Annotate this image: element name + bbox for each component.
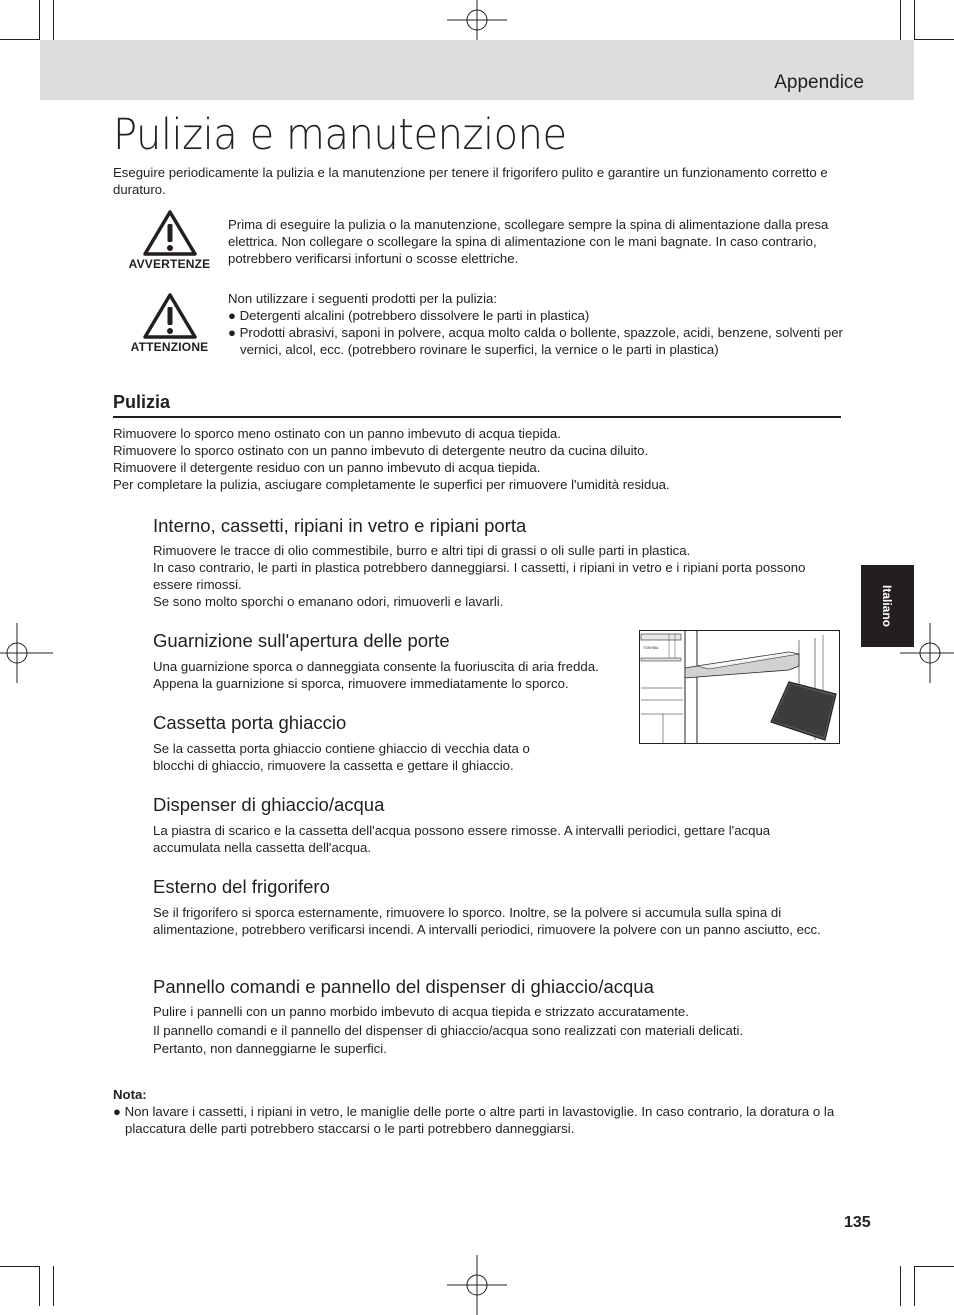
pulizia-line: Rimuovere lo sporco meno ostinato con un panno imbevuto di acqua tiepida. bbox=[113, 426, 561, 441]
subsection-heading: Interno, cassetti, ripiani in vetro e ripiani porta bbox=[153, 515, 527, 536]
pulizia-line: Rimuovere lo sporco ostinato con un panno imbevuto di detergente neutro da cucina diluito. bbox=[113, 443, 649, 458]
subsection-text bbox=[153, 1003, 833, 1059]
subsection-paragraph: Pulire i pannelli con un panno morbido imbevuto di acqua tiepida e strizzato accuratamente. bbox=[153, 1004, 689, 1019]
language-tab bbox=[861, 565, 914, 647]
registration-mark-icon bbox=[0, 623, 53, 683]
crop-mark bbox=[914, 0, 915, 39]
crop-mark bbox=[900, 1266, 901, 1306]
refrigerator-illustration bbox=[639, 630, 840, 744]
subsection-heading: Guarnizione sull'apertura delle porte bbox=[153, 630, 450, 651]
pulizia-line: Rimuovere il detergente residuo con un panno imbevuto di acqua tiepida. bbox=[113, 460, 541, 475]
warning-badge bbox=[113, 210, 226, 271]
caution-bullet: ● Prodotti abrasivi, saponi in polvere, acqua molto calda o bollente, spazzole, acidi, benzene, solventi per vernici, alcol, ecc. (potrebbero rovinare le superfici, la vernice o le parti in plastica) bbox=[228, 325, 843, 357]
subsection-heading: Cassetta porta ghiaccio bbox=[153, 712, 347, 733]
caution-badge bbox=[113, 293, 226, 354]
subsection-text bbox=[153, 822, 833, 856]
crop-mark bbox=[39, 1267, 40, 1306]
crop-mark bbox=[53, 0, 54, 40]
subsection-paragraph: Appena la guarnizione si sporca, rimuovere immediatamente lo sporco. bbox=[153, 676, 569, 691]
crop-mark bbox=[0, 1266, 40, 1267]
subsection-heading: Pannello comandi e pannello del dispenser di ghiaccio/acqua bbox=[153, 976, 654, 997]
page-number: 135 bbox=[844, 1214, 871, 1231]
note-item: ● Non lavare i cassetti, i ripiani in vetro, le maniglie delle porte o altre parti in lavastoviglie. In caso contrario, la doratura o la placcatura delle parti potrebbero staccarsi o le parti potrebbero danneggiarsi. bbox=[113, 1104, 835, 1136]
caution-bullet: ● Detergenti alcalini (potrebbero dissolvere le parti in plastica) bbox=[228, 308, 590, 323]
subsection-heading: Esterno del frigorifero bbox=[153, 876, 330, 897]
crop-mark bbox=[914, 1267, 915, 1306]
subsection-paragraph: Il pannello comandi e il pannello del dispenser di ghiaccio/acqua sono realizzati con materiali delicati. bbox=[153, 1022, 744, 1038]
crop-mark bbox=[39, 0, 40, 39]
page-title: Pulizia e manutenzione bbox=[113, 110, 567, 160]
subsection-paragraph: Una guarnizione sporca o danneggiata consente la fuoriuscita di aria fredda. bbox=[153, 659, 599, 674]
pulizia-line: Per completare la pulizia, asciugare completamente le superfici per rimuovere l'umidità residua. bbox=[113, 477, 670, 492]
crop-mark bbox=[0, 39, 40, 40]
warning-triangle-icon bbox=[143, 210, 197, 256]
caution-text bbox=[228, 290, 843, 358]
caution-line: Non utilizzare i seguenti prodotti per la pulizia: bbox=[228, 291, 498, 306]
warning-text bbox=[228, 216, 843, 267]
crop-mark bbox=[914, 1266, 954, 1267]
intro-paragraph: Eseguire periodicamente la pulizia e la manutenzione per tenere il frigorifero pulito e garantire un funzionamento corretto e duraturo. bbox=[113, 165, 828, 197]
crop-mark bbox=[53, 1266, 54, 1306]
warning-line: Prima di eseguire la pulizia o la manutenzione, scollegare sempre la spina di alimentazione dalla presa elettrica. Non collegare o scollegare la spina di alimentazione con le mani bagnate. In caso contrario, potrebbero verificarsi infortuni o scosse elettriche. bbox=[228, 217, 829, 266]
warning-label: AVVERTENZE bbox=[128, 257, 211, 271]
subsection-text bbox=[153, 740, 638, 774]
subsection-text bbox=[153, 658, 638, 692]
subsection-paragraph: In caso contrario, le parti in plastica potrebbero danneggiarsi. I cassetti, i ripiani in vetro e i ripiani porta possono essere rimossi. bbox=[153, 560, 806, 592]
language-tab-label: Italiano bbox=[880, 584, 894, 628]
subsection-paragraph: blocchi di ghiaccio, rimuovere la cassetta e gettare il ghiaccio. bbox=[153, 758, 514, 773]
subsection-heading: Dispenser di ghiaccio/acqua bbox=[153, 794, 385, 815]
caution-label: ATTENZIONE bbox=[130, 340, 209, 354]
warning-triangle-icon bbox=[143, 293, 197, 339]
subsection-paragraph: Se sono molto sporchi o emanano odori, rimuoverli e lavarli. bbox=[153, 594, 504, 609]
subsection-paragraph: La piastra di scarico e la cassetta dell'acqua possono essere rimosse. A intervalli periodici, gettare l'acqua accumulata nella cassetta dell'acqua. bbox=[153, 823, 771, 855]
subsection-paragraph: Pertanto, non danneggiarne le superfici. bbox=[153, 1041, 387, 1056]
subsection-paragraph: Rimuovere le tracce di olio commestibile, burro e altri tipi di grassi o oli sulle parti in plastica. bbox=[153, 543, 691, 558]
pulizia-text bbox=[113, 425, 843, 493]
crop-mark bbox=[914, 39, 954, 40]
section-heading-pulizia: Pulizia bbox=[113, 392, 841, 418]
svg-text:TOSHIBA: TOSHIBA bbox=[643, 646, 659, 650]
subsection-text bbox=[153, 542, 813, 610]
section-label: Appendice bbox=[774, 72, 864, 93]
subsection-text bbox=[153, 904, 833, 938]
subsection-paragraph: Se il frigorifero si sporca esternamente, rimuovere lo sporco. Inoltre, se la polvere si accumula sulla spina di alimentazione, potrebbero verificarsi incendi. A intervalli periodici, rimuovere la polvere con un panno asciutto, ecc. bbox=[153, 905, 821, 937]
registration-mark-icon bbox=[447, 1255, 507, 1315]
crop-mark bbox=[900, 0, 901, 40]
note-title: Nota: bbox=[113, 1087, 147, 1102]
subsection-paragraph: Se la cassetta porta ghiaccio contiene ghiaccio di vecchia data o bbox=[153, 741, 530, 756]
